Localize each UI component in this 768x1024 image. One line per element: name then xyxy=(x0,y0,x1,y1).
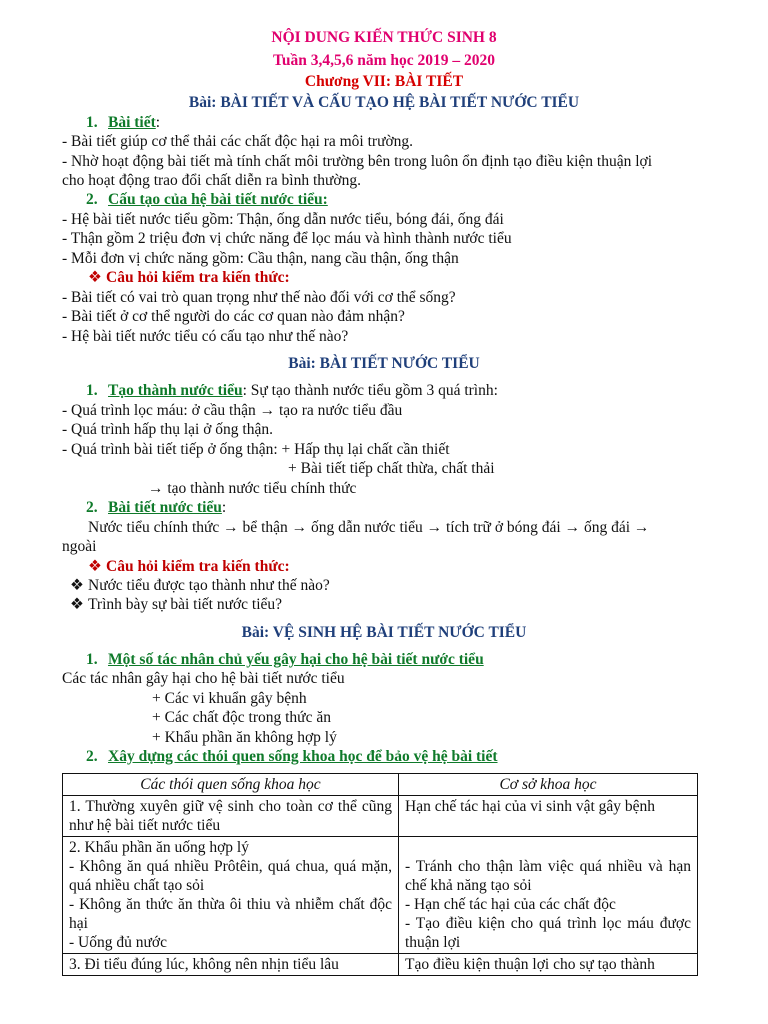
lesson2-section2-heading xyxy=(86,498,226,517)
cell-line: - Uống đủ nước xyxy=(69,934,167,951)
diamond-bullet-icon: ❖ xyxy=(70,596,84,613)
lesson3-title: Bài: VỆ SINH HỆ BÀI TIẾT NƯỚC TIỂU xyxy=(241,624,527,641)
text-line: + Bài tiết tiếp chất thừa, chất thải xyxy=(288,460,495,477)
document-subtitle: Tuần 3,4,5,6 năm học 2019 – 2020 xyxy=(272,52,496,69)
text-line: Nước tiểu chính thức → bể thận → ống dẫn nước tiểu → tích trữ ở bóng đái → ống đái → xyxy=(88,519,650,536)
section-text: : Sự tạo thành nước tiểu gồm 3 quá trình: xyxy=(242,382,498,399)
lesson1-questions-heading xyxy=(88,268,290,287)
text-line: - Hệ bài tiết nước tiểu gồm: Thận, ống dẫn nước tiểu, bóng đái, ống đái xyxy=(62,211,504,228)
diamond-bullet-icon: ❖ xyxy=(88,558,102,575)
section-title: Bài tiết nước tiểu xyxy=(108,499,222,516)
lesson2-questions-heading xyxy=(88,557,290,576)
text-line: - Quá trình lọc máu: ở cầu thận → tạo ra nước tiểu đầu xyxy=(62,402,403,419)
text-line: ngoài xyxy=(62,538,97,555)
lesson3-section2-heading xyxy=(86,747,498,766)
text-line: - Thận gồm 2 triệu đơn vị chức năng để lọc máu và hình thành nước tiểu xyxy=(62,230,512,247)
lesson1-section1-heading xyxy=(86,113,160,132)
cell-line: 2. Khẩu phần ăn uống hợp lý xyxy=(69,839,249,856)
chapter-title: Chương VII: BÀI TIẾT xyxy=(304,73,464,90)
table-cell xyxy=(399,837,698,954)
text-line: - Quá trình hấp thụ lại ở ống thận. xyxy=(62,421,273,438)
lesson1-title: Bài: BÀI TIẾT VÀ CẤU TẠO HỆ BÀI TIẾT NƯỚC TIỂU xyxy=(188,94,580,111)
text-line: → tạo thành nước tiểu chính thức xyxy=(148,480,357,497)
list-item: + Các chất độc trong thức ăn xyxy=(152,709,331,726)
table-header-cell: Cơ sở khoa học xyxy=(399,774,698,796)
table-row xyxy=(63,837,698,954)
text-line: cho hoạt động trao đổi chất diễn ra bình thường. xyxy=(62,172,361,189)
lesson2-title: Bài: BÀI TIẾT NƯỚC TIỂU xyxy=(288,355,480,372)
document-title: NỘI DUNG KIẾN THỨC SINH 8 xyxy=(271,29,497,46)
section-number: 2. xyxy=(86,499,98,516)
question-item: - Hệ bài tiết nước tiểu có cấu tạo như thế nào? xyxy=(62,328,349,345)
cell-line: - Không ăn quá nhiều Prôtêin, quá chua, quá mặn, quá nhiều chất tạo sỏi xyxy=(69,858,392,894)
question-item: - Bài tiết có vai trò quan trọng như thế nào đối với cơ thể sống? xyxy=(62,289,456,306)
question-item xyxy=(70,595,282,614)
table-row xyxy=(63,954,698,976)
cell-line: - Tạo điều kiện cho quá trình lọc máu được thuận lợi xyxy=(405,915,691,951)
diamond-bullet-icon: ❖ xyxy=(70,577,84,594)
section-number: 1. xyxy=(86,651,98,668)
table-row xyxy=(63,796,698,837)
section-number: 1. xyxy=(86,382,98,399)
section-number: 1. xyxy=(86,114,98,131)
lesson2-section1-heading xyxy=(86,381,498,400)
text-line: - Nhờ hoạt động bài tiết mà tính chất môi trường bên trong luôn ổn định tạo điều kiện thuận lợi xyxy=(62,153,653,170)
text-line: - Mỗi đơn vị chức năng gồm: Cầu thận, nang cầu thận, ống thận xyxy=(62,250,459,267)
lesson1-section2-heading xyxy=(86,190,328,209)
question-item: - Bài tiết ở cơ thể người do các cơ quan nào đảm nhận? xyxy=(62,308,405,325)
text-line: - Bài tiết giúp cơ thể thải các chất độc hại ra môi trường. xyxy=(62,133,414,150)
table-cell: 1. Thường xuyên giữ vệ sinh cho toàn cơ thể cũng như hệ bài tiết nước tiểu xyxy=(63,796,399,837)
table-cell: 3. Đi tiểu đúng lúc, không nên nhịn tiểu lâu xyxy=(63,954,399,976)
diamond-bullet-icon: ❖ xyxy=(88,269,102,286)
section-title: Tạo thành nước tiểu xyxy=(108,382,243,399)
question-item xyxy=(70,576,330,595)
questions-title: Câu hỏi kiểm tra kiến thức: xyxy=(106,558,290,575)
question-text: Trình bày sự bài tiết nước tiểu? xyxy=(88,596,283,613)
text-line: Các tác nhân gây hại cho hệ bài tiết nước tiểu xyxy=(62,670,345,687)
questions-title: Câu hỏi kiểm tra kiến thức: xyxy=(106,269,290,286)
table-header-cell: Các thói quen sống khoa học xyxy=(63,774,399,796)
table-cell: Hạn chế tác hại của vi sinh vật gây bệnh xyxy=(399,796,698,837)
table-header-row xyxy=(63,774,698,796)
question-text: Nước tiểu được tạo thành như thế nào? xyxy=(88,577,330,594)
cell-line: - Không ăn thức ăn thừa ôi thiu và nhiễm chất độc hại xyxy=(69,896,392,932)
section-title: Xây dựng các thói quen sống khoa học để bảo vệ hệ bài tiết xyxy=(108,748,498,765)
section-title: Một số tác nhân chủ yếu gây hại cho hệ bài tiết nước tiểu xyxy=(108,651,484,668)
list-item: + Khẩu phần ăn không hợp lý xyxy=(152,729,337,746)
section-title: Cấu tạo của hệ bài tiết nước tiểu: xyxy=(108,191,328,208)
lesson3-section1-heading xyxy=(86,650,484,669)
habits-table xyxy=(62,773,698,976)
section-colon: : xyxy=(221,499,227,516)
section-title: Bài tiết xyxy=(108,114,156,131)
table-cell: Tạo điều kiện thuận lợi cho sự tạo thành xyxy=(399,954,698,976)
list-item: + Các vi khuẩn gây bệnh xyxy=(152,690,307,707)
cell-line: - Hạn chế tác hại của các chất độc xyxy=(405,896,616,913)
table-cell xyxy=(63,837,399,954)
text-line: - Quá trình bài tiết tiếp ở ống thận: + Hấp thụ lại chất cần thiết xyxy=(62,441,450,458)
section-number: 2. xyxy=(86,748,98,765)
cell-line: - Tránh cho thận làm việc quá nhiều và hạn chế khả năng tạo sỏi xyxy=(405,858,691,894)
section-colon: : xyxy=(155,114,161,131)
section-number: 2. xyxy=(86,191,98,208)
